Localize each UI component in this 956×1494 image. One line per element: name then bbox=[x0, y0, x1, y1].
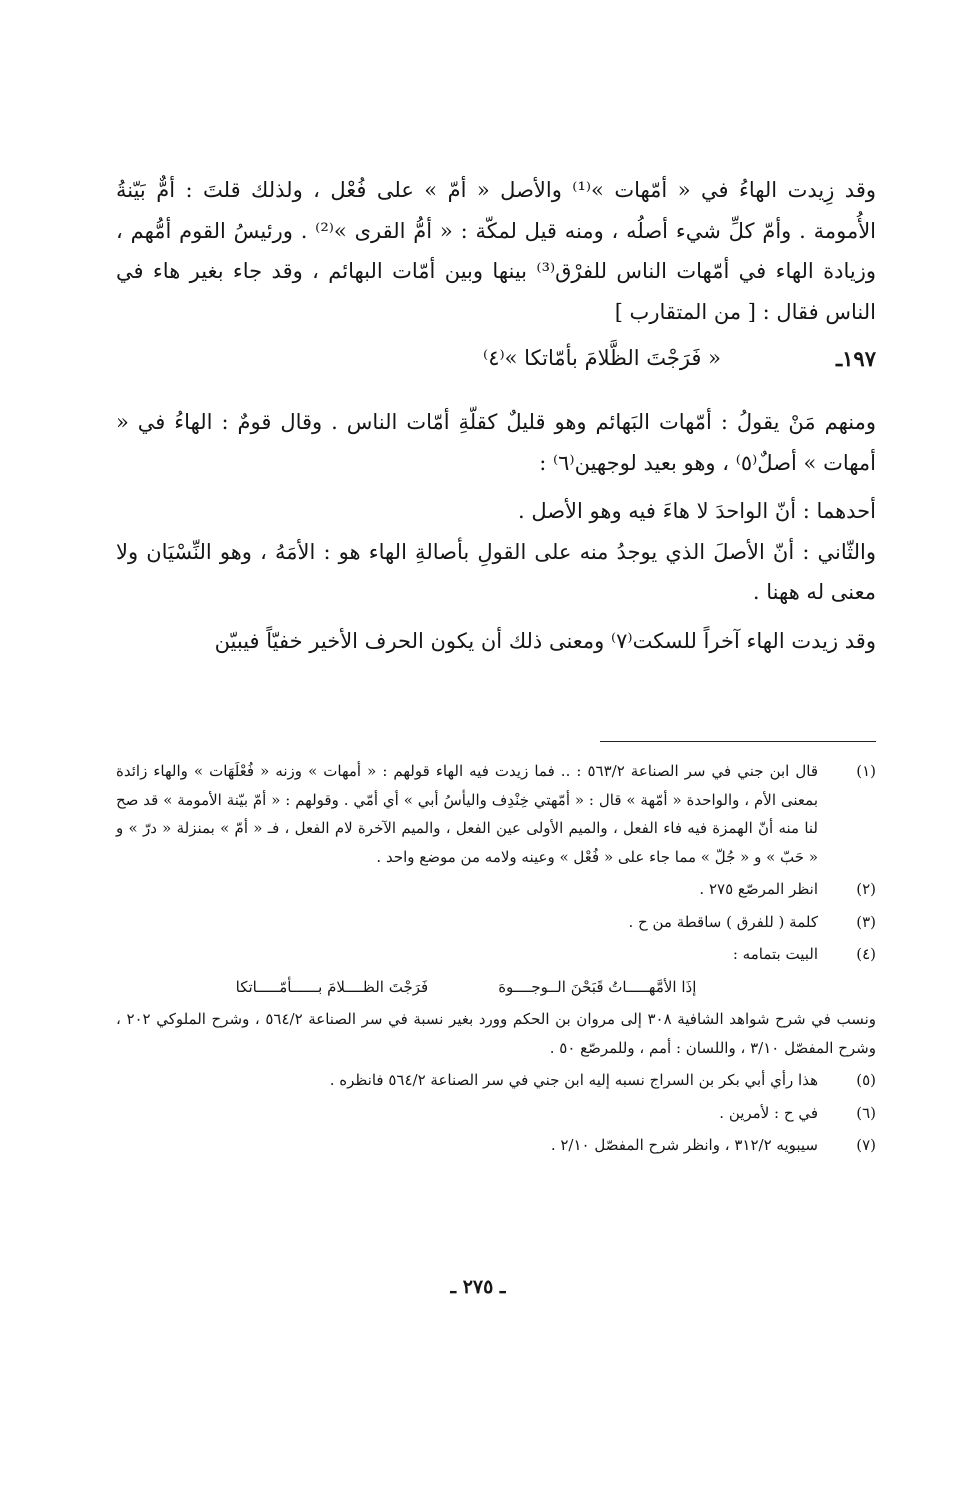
footnote-number: (٣) bbox=[856, 912, 876, 931]
verse-hemistich-second: فَرَجْتَ الظــــلامَ بــــــأمّـــــاتكا bbox=[235, 977, 429, 996]
footnote-4-continuation bbox=[116, 1005, 876, 1062]
paragraph-5: وقد زيدت الهاء آخراً للسكت⁽٧⁾ ومعنى ذلك أن يكون الحرف الأخير خفيّاً فيبيّن bbox=[214, 628, 876, 653]
footnote-text: كلمة ( للفرق ) ساقطة من ح . bbox=[628, 912, 818, 931]
footnote-2 bbox=[116, 875, 876, 904]
paragraph-1: وقد زِيدت الهاءُ في « أمّهات »⁽¹⁾ والأصل « أمّ » على فُعْل ، ولذلك قلتَ : أمٌّ بَيّنةُ الأُمومة . وأمّ كلِّ شيء أصلُه ، ومنه قيل لمكّة : « أمُّ القرى »⁽²⁾ . ورئيسُ القوم أمُّهم ، وزيادة الهاء في أمّهات الناس للفرْق⁽³⁾ بينها وبين أمّات البهائم ، وقد جاء بغير هاء في الناس فقال : [ من المتقارب ] bbox=[116, 178, 877, 324]
footnote-7 bbox=[116, 1131, 876, 1160]
footnote-number: (٧) bbox=[856, 1136, 876, 1154]
footnote-verse bbox=[116, 973, 876, 1002]
footnote-5 bbox=[116, 1066, 876, 1095]
footnote-1 bbox=[116, 757, 876, 871]
main-text bbox=[116, 170, 876, 661]
footnote-number: (٥) bbox=[856, 1071, 876, 1089]
paragraph-4: والثّاني : أنّ الأصلَ الذي يوجدُ منه على القولِ بأصالةِ الهاء هو : الأمَهُ ، وهو النِّسْيَان ولا معنى له ههنا . bbox=[116, 539, 876, 604]
verse-197 bbox=[116, 338, 876, 390]
footnote-text: ونسب في شرح شواهد الشافية ٣٠٨ إلى مروان بن الحكم وورد بغير نسبة في سر الصناعة ٥٦٤/٢ ، وشرح الملوكي ٢٠٢ ، وشرح المفصّل ٣/١٠ ، واللسان : أمم ، وللمرصّع ٥٠ . bbox=[116, 1010, 876, 1057]
footnote-number: (٦) bbox=[856, 1103, 876, 1122]
footnote-6 bbox=[116, 1099, 876, 1128]
footnote-divider bbox=[600, 741, 876, 742]
page-number: ـ ٢٧٥ ـ bbox=[450, 1276, 506, 1298]
footnote-number: (٤) bbox=[856, 945, 876, 963]
footnote-text: هذا رأي أبي بكر بن السراج نسبه إليه ابن جني في سر الصناعة ٥٦٤/٢ فانظره . bbox=[329, 1071, 818, 1089]
paragraph-2: ومنهم مَنْ يقولُ : أمّهات البَهائم وهو قليلٌ كقلّةِ أمّات الناس . وقال قومٌ : الهاءُ في « أمهات » أصلٌ⁽٥⁾ ، وهو بعيد لوجهين⁽٦⁾ : bbox=[116, 410, 876, 475]
verse-number: ١٩٧ـ bbox=[836, 346, 876, 371]
footnote-number: (٢) bbox=[856, 880, 876, 898]
paragraph-3: أحدهما : أنّ الواحدَ لا هاءَ فيه وهو الأصل . bbox=[517, 499, 876, 523]
verse-hemistich-first: إذَا الأمَّهـــــاتُ قَبَحْنَ الــوجــــوهَ bbox=[498, 977, 697, 996]
footnote-text: قال ابن جني في سر الصناعة ٥٦٣/٢ : .. فما زيدت فيه الهاء قولهم : « أمهات » وزنه « فُعْلَهَات » والهاء زائدة بمعنى الأم ، والواحدة « أمّهة » قال : « أمّهتي خِنْدِف واليأسُ أبي » أي أمّي . وقولهم : « أمّ بيّنة الأمومة » قد صح لنا منه أنّ الهمزة فيه فاء الفعل ، والميم الأولى عين الفعل ، والميم الآخرة لام الفعل ، فـ « أمّ » بمنزلة « درّ » و « حَبّ » و « جُلّ » مما جاء على « فُعْل » وعينه ولامه من موضع واحد . bbox=[116, 762, 818, 866]
footnote-3 bbox=[116, 908, 876, 937]
footnote-text: البيت بتمامه : bbox=[732, 945, 818, 963]
footnote-text: انظر المرصّع ٢٧٥ . bbox=[699, 880, 818, 898]
footnote-text: سيبويه ٣١٢/٢ ، وانظر شرح المفصّل ٢/١٠ . bbox=[550, 1136, 818, 1154]
verse-text: « فَرَجْتَ الظَّلامَ بأمّاتكا »⁽٤⁾ bbox=[483, 346, 721, 370]
footnote-4 bbox=[116, 940, 876, 969]
footnote-number: (١) bbox=[856, 762, 876, 780]
footnotes bbox=[116, 757, 876, 1164]
footnote-text: في ح : لأمرين . bbox=[719, 1103, 818, 1122]
